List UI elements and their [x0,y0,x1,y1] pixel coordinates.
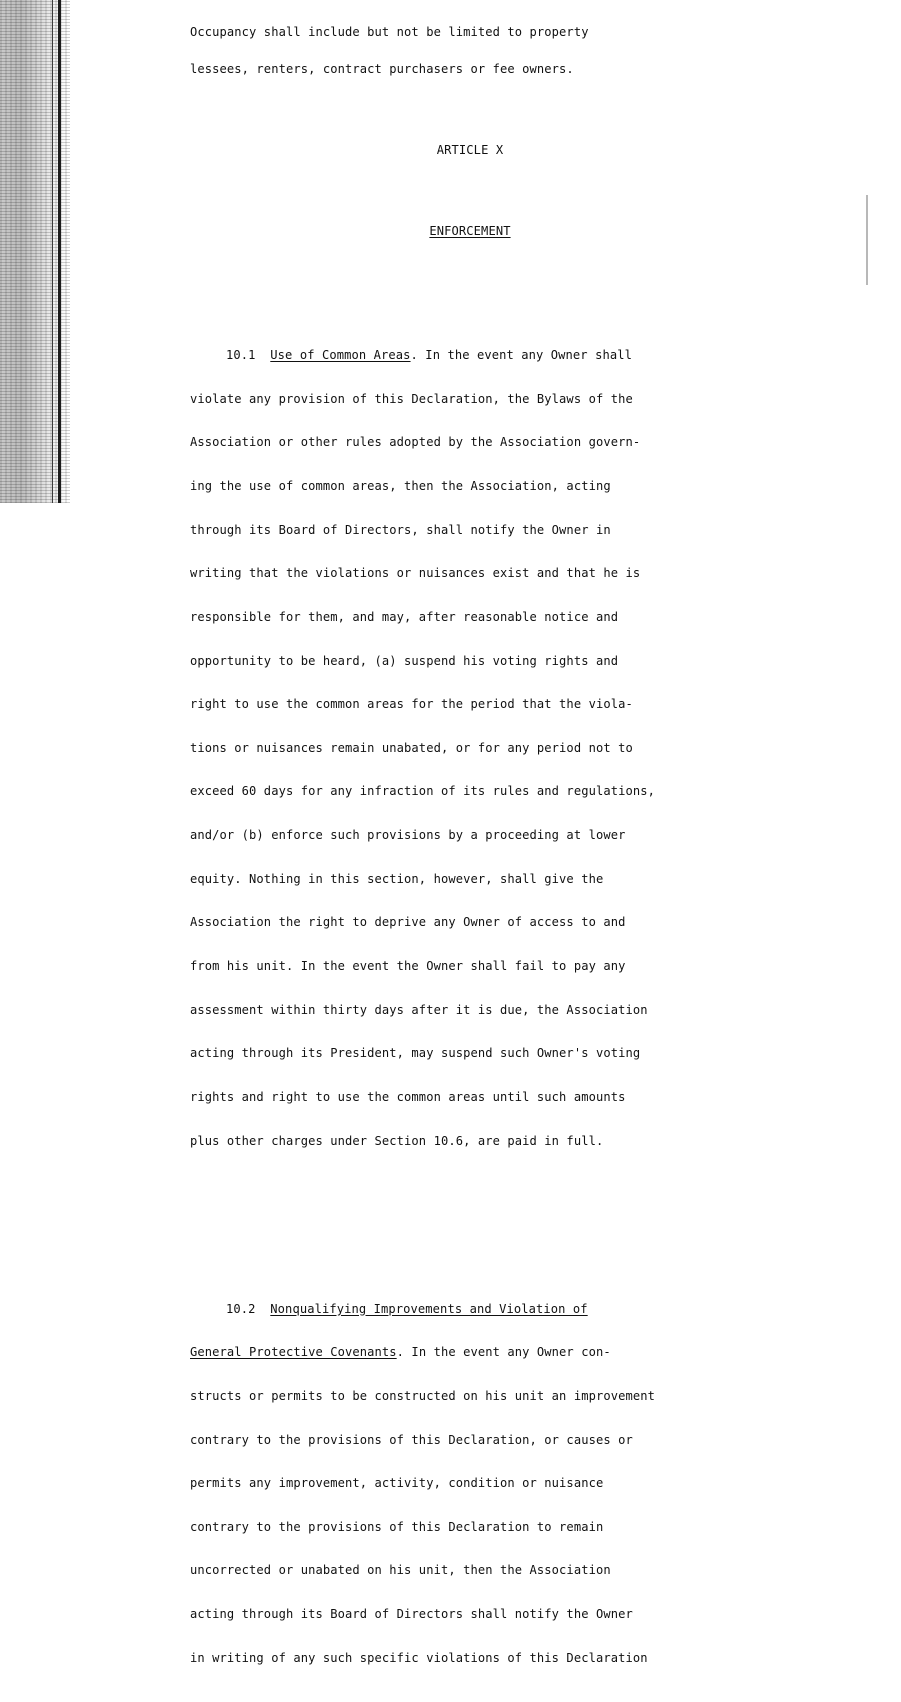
scan-edge [0,0,70,503]
p1-line: tions or nuisances remain unabated, or for any period not to [190,740,633,755]
scan-edge-line [58,0,61,503]
p1-line: through its Board of Directors, shall notify the Owner in [190,522,611,537]
p1-line: assessment within thirty days after it is due, the Association [190,1002,648,1017]
scan-artifact [866,195,868,285]
p1-title: Use of Common Areas [270,348,411,363]
p1-line: responsible for them, and may, after reasonable notice and [190,609,619,624]
p1-line: Association or other rules adopted by the Association govern- [190,435,641,450]
p2-title-line1: Nonqualifying Improvements and Violation of [270,1301,588,1316]
paragraph-10-1 [190,319,770,1177]
p2-title-line2: General Protective Covenants [190,1345,397,1360]
article-title: ARTICLE X [436,142,504,157]
p1-line: equity. Nothing in this section, however, shall give the [190,871,604,886]
p2-line: . In the event any Owner con- [396,1345,611,1360]
scan-edge-line-inner [52,0,53,503]
section-heading: ENFORCEMENT [429,223,511,238]
p2-line: contrary to the provisions of this Declaration to remain [190,1519,604,1534]
p1-line: exceed 60 days for any infraction of its rules and regulations, [190,784,656,799]
p2-line: structs or permits to be constructed on his unit an improvement [190,1388,656,1403]
p1-line: rights and right to use the common areas until such amounts [190,1089,626,1104]
p2-number: 10.2 [226,1301,256,1316]
p1-line: from his unit. In the event the Owner shall fail to pay any [190,959,626,973]
p1-line: right to use the common areas for the period that the viola- [190,697,633,712]
p1-number: 10.1 [226,348,256,363]
p2-line: permits any improvement, activity, condition or nuisance [190,1476,604,1491]
p1-line: and/or (b) enforce such provisions by a proceeding at lower [190,828,626,843]
p1-line: violate any provision of this Declaration, the Bylaws of the [190,391,633,406]
top-line: lessees, renters, contract purchasers or fee owners. [190,62,574,77]
p1-line: ing the use of common areas, then the Association, acting [190,478,611,493]
p1-line: Association the right to deprive any Owner of access to and [190,915,626,930]
top-fragment-line: Occupancy shall include but not be limited to property [190,25,589,40]
p2-line: in writing of any such specific violations of this Declaration [190,1650,648,1665]
p1-line: writing that the violations or nuisances exist and that he is [190,566,641,581]
p1-line: plus other charges under Section 10.6, are paid in full. [190,1133,604,1148]
p1-line: acting through its President, may suspend such Owner's voting [190,1046,641,1061]
p2-line: contrary to the provisions of this Declaration, or causes or [190,1432,633,1447]
paragraph-10-2 [190,1272,770,1687]
document-page [190,0,770,1702]
p1-line: opportunity to be heard, (a) suspend his voting rights and [190,653,619,668]
p2-line: acting through its Board of Directors shall notify the Owner [190,1607,633,1622]
p1-line: . In the event any Owner shall [410,348,632,363]
p2-line: uncorrected or unabated on his unit, then the Association [190,1563,611,1578]
